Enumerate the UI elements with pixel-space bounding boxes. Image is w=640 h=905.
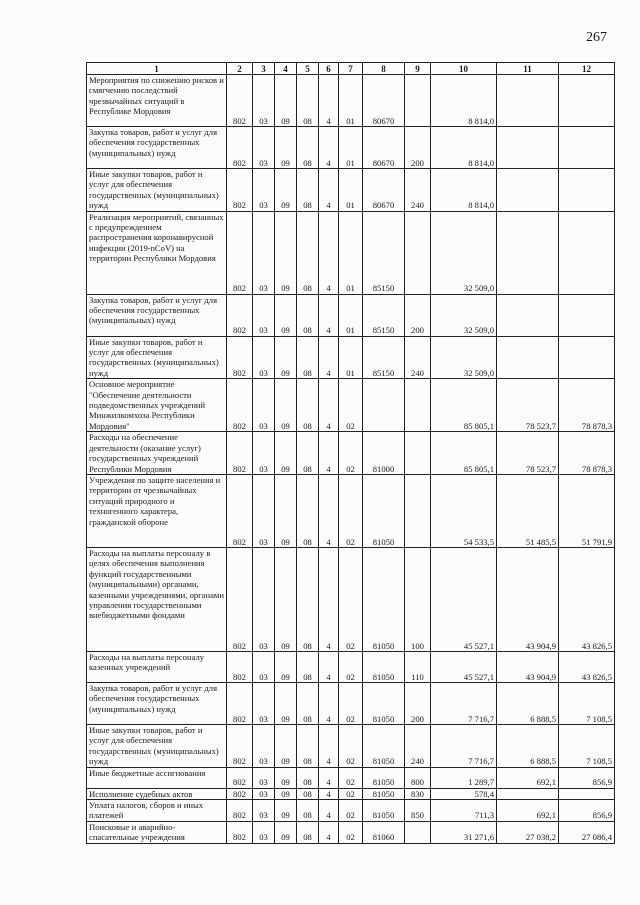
amount-year-2: 27 038,2 [497,821,559,843]
row-label: Основное мероприятие "Обеспечение деятельности подведомственных учреждений Минжилкомхоза Республики Мордовия" [87,379,227,432]
row-label: Иные бюджетные ассигнования [87,767,227,788]
amount-year-2 [497,336,559,379]
amount-year-3 [559,169,615,212]
section-code: 03 [253,75,275,127]
target-article-code: 81050 [363,547,405,651]
section-code: 03 [253,651,275,682]
ministry-code: 802 [227,821,253,843]
amount-year-2: 692,1 [497,767,559,788]
amount-year-3: 51 791,9 [559,474,615,547]
amount-year-2: 51 485,5 [497,474,559,547]
activity-code: 02 [339,799,363,821]
column-header: 2 [227,63,253,75]
expense-type-code: 850 [405,799,431,821]
expense-type-code [405,432,431,475]
program-code: 08 [297,336,319,379]
expense-type-code: 110 [405,651,431,682]
row-label: Закупка товаров, работ и услуг для обеспечения государственных (муниципальных) нужд [87,127,227,169]
table-row [87,211,615,294]
activity-code: 02 [339,651,363,682]
ministry-code: 802 [227,432,253,475]
subprogram-code: 4 [319,379,339,432]
section-code: 03 [253,379,275,432]
program-code: 08 [297,211,319,294]
subprogram-code: 4 [319,336,339,379]
row-label: Расходы на выплаты персоналу в целях обеспечения выполнения функций государственными (муниципальными) органами, казенными учреждениями, органами управления государственными внебюджетными фондами [87,547,227,651]
amount-year-3 [559,788,615,799]
amount-year-2: 43 904,9 [497,547,559,651]
subprogram-code: 4 [319,127,339,169]
table-row [87,75,615,127]
amount-year-2: 78 523,7 [497,379,559,432]
program-code: 08 [297,682,319,724]
section-code: 03 [253,547,275,651]
section-code: 03 [253,724,275,767]
section-code: 03 [253,682,275,724]
target-article-code: 85150 [363,336,405,379]
row-label: Уплата налогов, сборов и иных платежей [87,799,227,821]
column-header: 8 [363,63,405,75]
program-code: 08 [297,169,319,212]
activity-code: 02 [339,379,363,432]
subprogram-code: 4 [319,788,339,799]
program-code: 08 [297,788,319,799]
amount-year-3: 78 878,3 [559,432,615,475]
amount-year-2 [497,127,559,169]
column-header: 9 [405,63,431,75]
table-row [87,127,615,169]
activity-code: 02 [339,724,363,767]
table-row [87,474,615,547]
activity-code: 02 [339,767,363,788]
program-code: 08 [297,724,319,767]
table-row [87,379,615,432]
row-label: Иные закупки товаров, работ и услуг для обеспечения государственных (муниципальных) нужд [87,336,227,379]
subsection-code: 09 [275,169,297,212]
program-code: 08 [297,127,319,169]
header-row [87,63,615,75]
subsection-code: 09 [275,799,297,821]
amount-year-1: 45 527,1 [431,651,497,682]
activity-code: 02 [339,547,363,651]
subprogram-code: 4 [319,724,339,767]
section-code: 03 [253,788,275,799]
amount-year-1: 1 289,7 [431,767,497,788]
subsection-code: 09 [275,547,297,651]
program-code: 08 [297,379,319,432]
subsection-code: 09 [275,379,297,432]
amount-year-1: 31 271,6 [431,821,497,843]
target-article-code: 81050 [363,767,405,788]
expense-type-code [405,75,431,127]
program-code: 08 [297,799,319,821]
subsection-code: 09 [275,336,297,379]
target-article-code: 81050 [363,788,405,799]
table-row [87,682,615,724]
expense-type-code: 100 [405,547,431,651]
section-code: 03 [253,211,275,294]
target-article-code: 81050 [363,724,405,767]
expense-type-code [405,474,431,547]
table-row [87,767,615,788]
column-header: 7 [339,63,363,75]
subsection-code: 09 [275,767,297,788]
activity-code: 01 [339,127,363,169]
amount-year-2: 6 888,5 [497,724,559,767]
page-number: 267 [586,30,607,45]
amount-year-3 [559,294,615,336]
expense-type-code: 200 [405,682,431,724]
program-code: 08 [297,474,319,547]
ministry-code: 802 [227,724,253,767]
expense-type-code [405,821,431,843]
row-label: Закупка товаров, работ и услуг для обеспечения государственных (муниципальных) нужд [87,294,227,336]
expense-type-code: 200 [405,127,431,169]
target-article-code: 85150 [363,211,405,294]
ministry-code: 802 [227,211,253,294]
subprogram-code: 4 [319,294,339,336]
amount-year-1: 45 527,1 [431,547,497,651]
section-code: 03 [253,474,275,547]
column-header: 12 [559,63,615,75]
amount-year-2 [497,169,559,212]
ministry-code: 802 [227,682,253,724]
target-article-code: 81060 [363,821,405,843]
section-code: 03 [253,767,275,788]
row-label: Иные закупки товаров, работ и услуг для обеспечения государственных (муниципальных) нужд [87,169,227,212]
target-article-code: 81050 [363,682,405,724]
activity-code: 01 [339,211,363,294]
column-header: 5 [297,63,319,75]
program-code: 08 [297,294,319,336]
amount-year-2: 43 904,9 [497,651,559,682]
subprogram-code: 4 [319,432,339,475]
amount-year-1: 8 814,0 [431,169,497,212]
amount-year-3: 27 086,4 [559,821,615,843]
subprogram-code: 4 [319,651,339,682]
section-code: 03 [253,169,275,212]
activity-code: 02 [339,821,363,843]
activity-code: 02 [339,432,363,475]
table-row [87,432,615,475]
amount-year-2 [497,294,559,336]
expense-type-code [405,379,431,432]
target-article-code: 80670 [363,169,405,212]
amount-year-3 [559,336,615,379]
amount-year-1: 7 716,7 [431,682,497,724]
section-code: 03 [253,294,275,336]
amount-year-2 [497,788,559,799]
amount-year-1: 7 716,7 [431,724,497,767]
section-code: 03 [253,432,275,475]
program-code: 08 [297,767,319,788]
subprogram-code: 4 [319,211,339,294]
amount-year-1: 85 805,1 [431,432,497,475]
table-row [87,724,615,767]
target-article-code: 85150 [363,294,405,336]
program-code: 08 [297,821,319,843]
amount-year-3: 856,9 [559,799,615,821]
subsection-code: 09 [275,474,297,547]
row-label: Расходы на выплаты персоналу казенных учреждений [87,651,227,682]
row-label: Закупка товаров, работ и услуг для обеспечения государственных (муниципальных) нужд [87,682,227,724]
table-row [87,821,615,843]
subsection-code: 09 [275,127,297,169]
subprogram-code: 4 [319,75,339,127]
expense-type-code: 200 [405,294,431,336]
amount-year-2 [497,75,559,127]
program-code: 08 [297,432,319,475]
activity-code: 02 [339,474,363,547]
column-header: 4 [275,63,297,75]
table-body [87,75,615,844]
expense-type-code: 830 [405,788,431,799]
amount-year-3: 43 826,5 [559,651,615,682]
column-header: 3 [253,63,275,75]
activity-code: 02 [339,682,363,724]
amount-year-1: 32 509,0 [431,336,497,379]
ministry-code: 802 [227,799,253,821]
row-label: Расходы на обеспечение деятельности (оказание услуг) государственных учреждений Республики Мордовия [87,432,227,475]
row-label: Иные закупки товаров, работ и услуг для обеспечения государственных (муниципальных) нужд [87,724,227,767]
table-row [87,294,615,336]
column-header: 1 [87,63,227,75]
amount-year-3 [559,127,615,169]
amount-year-1: 578,4 [431,788,497,799]
ministry-code: 802 [227,547,253,651]
expense-type-code: 800 [405,767,431,788]
row-label: Учреждения по защите населения и территории от чрезвычайных ситуаций природного и техногенного характера, гражданской обороне [87,474,227,547]
activity-code: 01 [339,75,363,127]
subprogram-code: 4 [319,547,339,651]
subsection-code: 09 [275,211,297,294]
activity-code: 01 [339,336,363,379]
subsection-code: 09 [275,682,297,724]
expense-type-code: 240 [405,169,431,212]
ministry-code: 802 [227,379,253,432]
program-code: 08 [297,651,319,682]
amount-year-1: 8 814,0 [431,75,497,127]
row-label: Мероприятия по снижению рисков и смягчению последствий чрезвычайных ситуаций в Республике Мордовия [87,75,227,127]
ministry-code: 802 [227,474,253,547]
amount-year-2: 692,1 [497,799,559,821]
table-row [87,799,615,821]
ministry-code: 802 [227,651,253,682]
target-article-code: 81050 [363,799,405,821]
amount-year-1: 54 533,5 [431,474,497,547]
table-row [87,169,615,212]
column-header: 6 [319,63,339,75]
amount-year-3: 43 826,5 [559,547,615,651]
row-label: Реализация мероприятий, связанных с предупреждением распространения коронавирусной инфекции (2019-nCoV) на территории Республики Мордовия [87,211,227,294]
ministry-code: 802 [227,336,253,379]
activity-code: 01 [339,294,363,336]
ministry-code: 802 [227,127,253,169]
column-header: 11 [497,63,559,75]
subprogram-code: 4 [319,767,339,788]
subsection-code: 09 [275,724,297,767]
table-row [87,547,615,651]
subprogram-code: 4 [319,474,339,547]
activity-code: 01 [339,169,363,212]
subsection-code: 09 [275,788,297,799]
target-article-code: 81000 [363,432,405,475]
section-code: 03 [253,127,275,169]
ministry-code: 802 [227,75,253,127]
subsection-code: 09 [275,75,297,127]
amount-year-1: 32 509,0 [431,294,497,336]
program-code: 08 [297,547,319,651]
target-article-code: 81050 [363,474,405,547]
amount-year-3 [559,75,615,127]
ministry-code: 802 [227,294,253,336]
subprogram-code: 4 [319,682,339,724]
amount-year-3 [559,211,615,294]
amount-year-3: 856,9 [559,767,615,788]
amount-year-3: 78 878,3 [559,379,615,432]
target-article-code: 81050 [363,651,405,682]
subprogram-code: 4 [319,821,339,843]
subsection-code: 09 [275,294,297,336]
ministry-code: 802 [227,788,253,799]
program-code: 08 [297,75,319,127]
amount-year-1: 32 509,0 [431,211,497,294]
expense-type-code [405,211,431,294]
column-header: 10 [431,63,497,75]
amount-year-2 [497,211,559,294]
amount-year-1: 85 805,1 [431,379,497,432]
section-code: 03 [253,336,275,379]
ministry-code: 802 [227,767,253,788]
table-row [87,788,615,799]
expense-type-code: 240 [405,336,431,379]
subprogram-code: 4 [319,169,339,212]
amount-year-1: 711,3 [431,799,497,821]
target-article-code: 80670 [363,127,405,169]
row-label: Поисковые и аварийно-спасательные учреждения [87,821,227,843]
amount-year-1: 8 814,0 [431,127,497,169]
expense-type-code: 240 [405,724,431,767]
section-code: 03 [253,821,275,843]
budget-table [86,62,615,844]
subsection-code: 09 [275,651,297,682]
amount-year-2: 6 888,5 [497,682,559,724]
table-row [87,651,615,682]
table-row [87,336,615,379]
amount-year-2: 78 523,7 [497,432,559,475]
row-label: Исполнение судебных актов [87,788,227,799]
amount-year-3: 7 108,5 [559,724,615,767]
target-article-code: 80670 [363,75,405,127]
subprogram-code: 4 [319,799,339,821]
ministry-code: 802 [227,169,253,212]
section-code: 03 [253,799,275,821]
subsection-code: 09 [275,432,297,475]
subsection-code: 09 [275,821,297,843]
amount-year-3: 7 108,5 [559,682,615,724]
target-article-code [363,379,405,432]
activity-code: 02 [339,788,363,799]
